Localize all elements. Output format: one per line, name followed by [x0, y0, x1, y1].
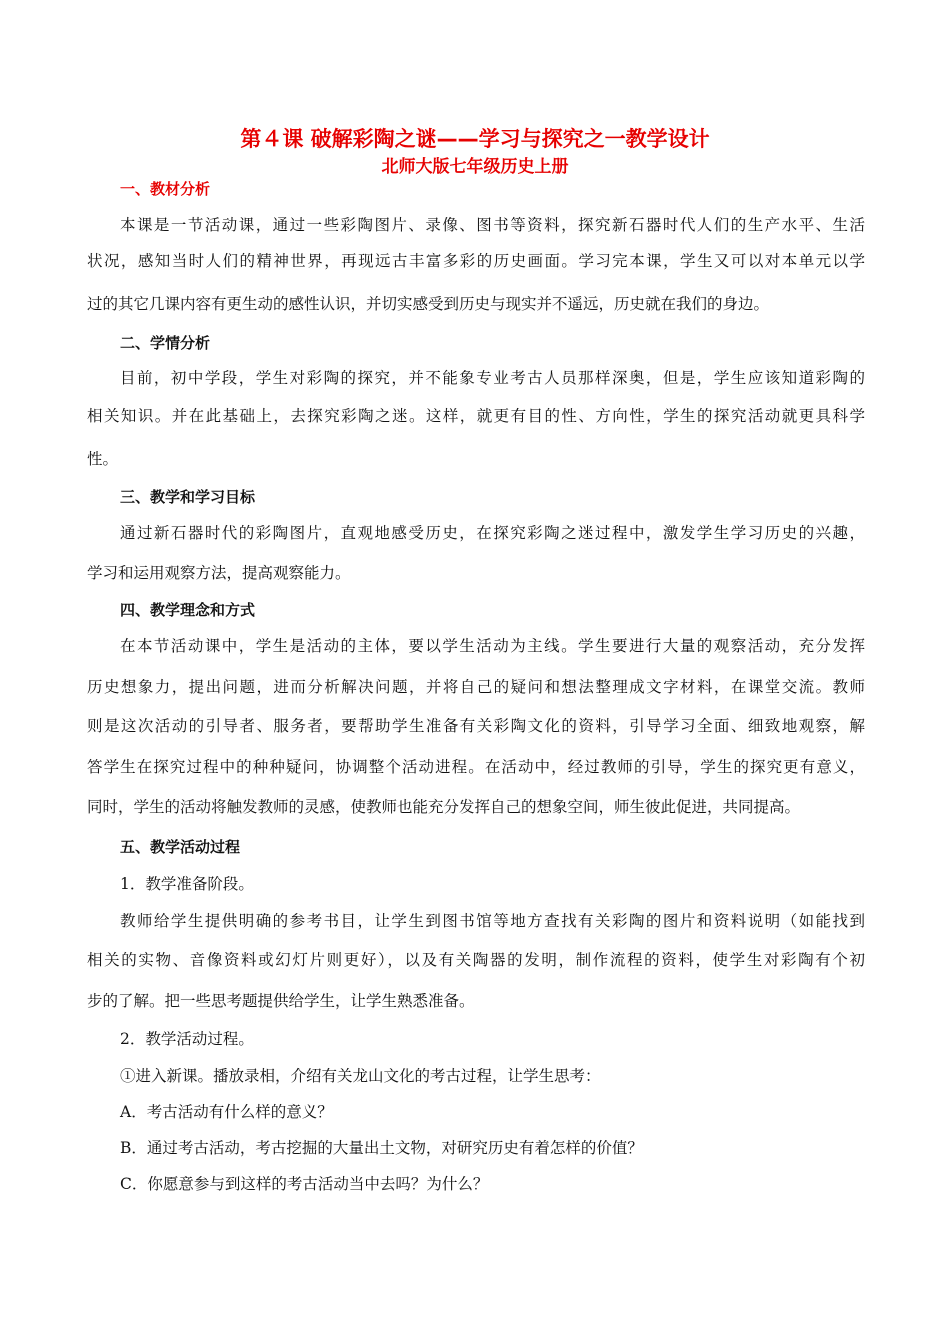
paragraph-line: 1．教学准备阶段。 [120, 875, 254, 893]
section-heading: 一、教材分析 [120, 180, 211, 198]
paragraph-line: ①进入新课。播放录相，介绍有关龙山文化的考古过程，让学生思考： [120, 1067, 601, 1085]
paragraph-line: 目前，初中学段，学生对彩陶的探究，并不能象专业考古人员那样深奥，但是，学生应该知道彩陶的 [120, 369, 865, 387]
paragraph-line: 教师给学生提供明确的参考书目，让学生到图书馆等地方查找有关彩陶的图片和资料说明（如能找到 [120, 912, 865, 930]
document-title: 第４课 破解彩陶之谜——学习与探究之一教学设计 [240, 127, 710, 151]
question-item: B．通过考古活动，考古挖掘的大量出土文物，对研究历史有着怎样的价值？ [120, 1139, 643, 1157]
paragraph-line: 历史想象力，提出问题，进而分析解决问题，并将自己的疑问和想法整理成文字材料，在课堂交流。教师 [87, 678, 865, 696]
question-item: A．考古活动有什么样的意义？ [120, 1103, 333, 1121]
paragraph-line: 通过新石器时代的彩陶图片，直观地感受历史，在探究彩陶之迷过程中，激发学生学习历史的兴趣， [120, 524, 865, 542]
paragraph-line: 本课是一节活动课，通过一些彩陶图片、录像、图书等资料，探究新石器时代人们的生产水平、生活 [120, 216, 865, 234]
paragraph-line: 状况，感知当时人们的精神世界，再现远古丰富多彩的历史画面。学习完本课，学生又可以对本单元以学 [87, 252, 865, 270]
paragraph-line: 过的其它几课内容有更生动的感性认识，并切实感受到历史与现实并不遥远，历史就在我们的身边。 [87, 295, 770, 313]
paragraph-line: 2．教学活动过程。 [120, 1030, 254, 1048]
paragraph-line: 在本节活动课中，学生是活动的主体，要以学生活动为主线。学生要进行大量的观察活动，充分发挥 [120, 637, 865, 655]
section-heading: 三、教学和学习目标 [120, 488, 256, 506]
paragraph-line: 则是这次活动的引导者、服务者，要帮助学生准备有关彩陶文化的资料，引导学习全面、细致地观察，解 [87, 717, 865, 735]
paragraph-line: 学习和运用观察方法，提高观察能力。 [87, 564, 351, 582]
question-item: C．你愿意参与到这样的考古活动当中去吗？为什么？ [120, 1175, 489, 1193]
paragraph-line: 相关的实物、音像资料或幻灯片则更好），以及有关陶器的发明，制作流程的资料，使学生对彩陶有个初 [87, 951, 865, 969]
document-subtitle: 北师大版七年级历史上册 [381, 157, 569, 177]
paragraph-line: 步的了解。把一些思考题提供给学生，让学生熟悉准备。 [87, 992, 475, 1010]
section-heading: 四、教学理念和方式 [120, 601, 256, 619]
paragraph-line: 同时，学生的活动将触发教师的灵感，使教师也能充分发挥自己的想象空间，师生彼此促进，共同提高。 [87, 798, 801, 816]
section-heading: 五、教学活动过程 [120, 838, 241, 856]
paragraph-line: 性。 [87, 450, 119, 468]
paragraph-line: 相关知识。并在此基础上，去探究彩陶之迷。这样，就更有目的性、方向性，学生的探究活动就更具科学 [87, 407, 865, 425]
section-heading: 二、学情分析 [120, 334, 211, 352]
paragraph-line: 答学生在探究过程中的种种疑问，协调整个活动进程。在活动中，经过教师的引导，学生的探究更有意义， [87, 758, 865, 776]
